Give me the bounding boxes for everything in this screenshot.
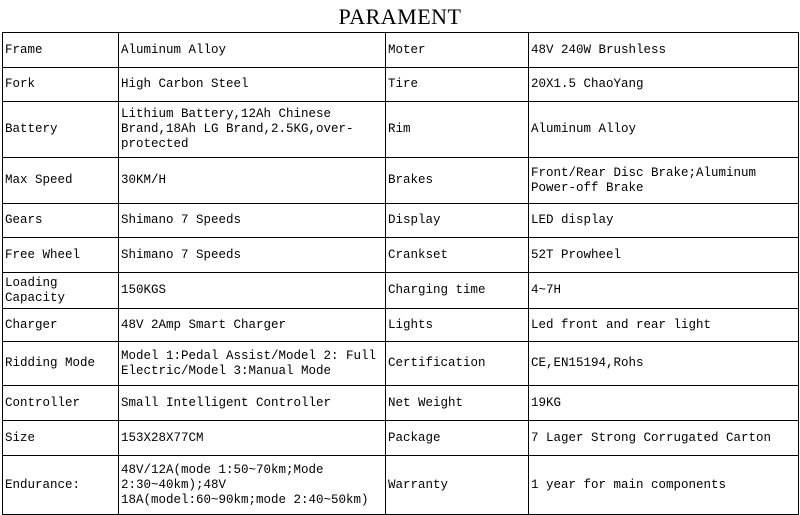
param-value-fork: High Carbon Steel	[119, 68, 386, 102]
param-label-crankset: Crankset	[386, 238, 529, 273]
param-label-max-speed: Max Speed	[3, 158, 119, 204]
table-row	[3, 421, 799, 456]
table-row	[3, 33, 799, 68]
param-label-warranty: Warranty	[386, 456, 529, 515]
table-row	[3, 158, 799, 204]
param-value-size: 153X28X77CM	[119, 421, 386, 456]
table-row	[3, 386, 799, 421]
param-label-charger: Charger	[3, 309, 119, 342]
param-value-crankset: 52T Prowheel	[529, 238, 799, 273]
parameter-table	[2, 32, 799, 515]
param-value-motor: 48V 240W Brushless	[529, 33, 799, 68]
table-row	[3, 204, 799, 238]
param-value-lights: Led front and rear light	[529, 309, 799, 342]
param-value-endurance: 48V/12A(mode 1:50~70km;Mode 2:30~40km);48V 18A(model:60~90km;mode 2:40~50km)	[119, 456, 386, 515]
param-value-package: 7 Lager Strong Corrugated Carton	[529, 421, 799, 456]
param-label-frame: Frame	[3, 33, 119, 68]
param-label-brakes: Brakes	[386, 158, 529, 204]
table-row	[3, 102, 799, 158]
param-value-free-wheel: Shimano 7 Speeds	[119, 238, 386, 273]
param-value-loading-capacity: 150KGS	[119, 273, 386, 309]
param-label-size: Size	[3, 421, 119, 456]
param-value-frame: Aluminum Alloy	[119, 33, 386, 68]
param-value-charger: 48V 2Amp Smart Charger	[119, 309, 386, 342]
param-value-ridding-mode: Model 1:Pedal Assist/Model 2: Full Electric/Model 3:Manual Mode	[119, 342, 386, 386]
param-label-controller: Controller	[3, 386, 119, 421]
param-value-certification: CE,EN15194,Rohs	[529, 342, 799, 386]
param-label-lights: Lights	[386, 309, 529, 342]
param-label-package: Package	[386, 421, 529, 456]
param-value-net-weight: 19KG	[529, 386, 799, 421]
param-value-controller: Small Intelligent Controller	[119, 386, 386, 421]
param-label-net-weight: Net Weight	[386, 386, 529, 421]
table-row	[3, 342, 799, 386]
table-row	[3, 238, 799, 273]
param-value-charging-time: 4~7H	[529, 273, 799, 309]
param-label-free-wheel: Free Wheel	[3, 238, 119, 273]
param-label-battery: Battery	[3, 102, 119, 158]
param-value-display: LED display	[529, 204, 799, 238]
param-label-loading-capacity: Loading Capacity	[3, 273, 119, 309]
param-label-certification: Certification	[386, 342, 529, 386]
param-label-ridding-mode: Ridding Mode	[3, 342, 119, 386]
param-value-brakes: Front/Rear Disc Brake;Aluminum Power-off Brake	[529, 158, 799, 204]
param-value-max-speed: 30KM/H	[119, 158, 386, 204]
param-label-endurance: Endurance:	[3, 456, 119, 515]
param-value-battery: Lithium Battery,12Ah Chinese Brand,18Ah LG Brand,2.5KG,over-protected	[119, 102, 386, 158]
param-label-motor: Moter	[386, 33, 529, 68]
param-value-tire: 20X1.5 ChaoYang	[529, 68, 799, 102]
table-row	[3, 273, 799, 309]
page-title: PARAMENT	[338, 4, 462, 29]
param-value-rim: Aluminum Alloy	[529, 102, 799, 158]
param-value-warranty: 1 year for main components	[529, 456, 799, 515]
param-label-display: Display	[386, 204, 529, 238]
table-row	[3, 68, 799, 102]
param-label-fork: Fork	[3, 68, 119, 102]
table-row	[3, 456, 799, 515]
param-value-gears: Shimano 7 Speeds	[119, 204, 386, 238]
table-row	[3, 309, 799, 342]
param-label-gears: Gears	[3, 204, 119, 238]
param-label-rim: Rim	[386, 102, 529, 158]
param-label-tire: Tire	[386, 68, 529, 102]
param-label-charging-time: Charging time	[386, 273, 529, 309]
